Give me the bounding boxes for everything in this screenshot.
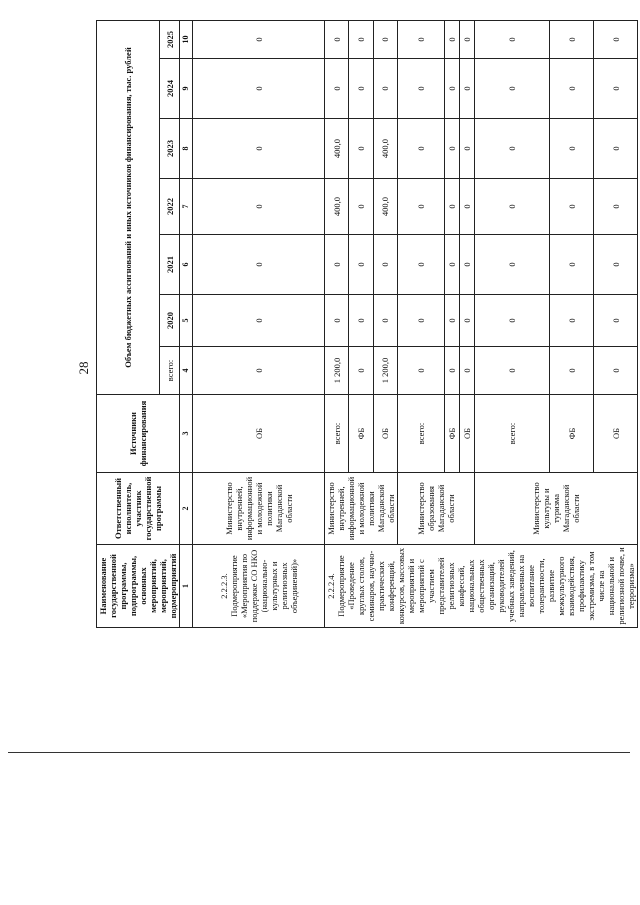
- value-total: 0: [474, 347, 550, 395]
- value-total: 0: [444, 347, 459, 395]
- col-number: 3: [180, 395, 193, 473]
- col-number: 6: [180, 235, 193, 295]
- item-source: ОБ: [459, 395, 474, 473]
- value-2024: 0: [474, 59, 550, 119]
- value-2023: 0: [550, 119, 594, 179]
- value-2021: 0: [349, 235, 373, 295]
- value-2023: 400,0: [373, 119, 397, 179]
- value-2025: 0: [444, 20, 459, 58]
- value-2022: 0: [398, 179, 445, 235]
- value-2024: 0: [459, 59, 474, 119]
- value-2024: 0: [550, 59, 594, 119]
- header-total: всего:: [160, 347, 180, 395]
- value-2020: 0: [444, 295, 459, 347]
- value-2025: 0: [325, 20, 349, 58]
- item-source: ОБ: [594, 395, 638, 473]
- value-2024: 0: [349, 59, 373, 119]
- header-name: Наименование государственной программы, подпрограммы, основных мероприятий, мероприятий, подмероприятий: [97, 545, 180, 628]
- header-year-2020: 2020: [160, 295, 180, 347]
- value-total: 1 200,0: [325, 347, 349, 395]
- value-2024: 0: [444, 59, 459, 119]
- header-source: Источники финансирования: [97, 395, 180, 473]
- col-number: 2: [180, 473, 193, 545]
- value-2020: 0: [459, 295, 474, 347]
- value-total: 0: [398, 347, 445, 395]
- col-number: 4: [180, 347, 193, 395]
- value-2022: 0: [594, 179, 638, 235]
- value-total: 0: [193, 347, 325, 395]
- value-2022: 0: [349, 179, 373, 235]
- value-2020: 0: [550, 295, 594, 347]
- value-2025: 0: [349, 20, 373, 58]
- value-2023: 0: [398, 119, 445, 179]
- col-number: 9: [180, 59, 193, 119]
- item-source: всего:: [325, 395, 349, 473]
- value-2023: 0: [459, 119, 474, 179]
- value-2023: 0: [594, 119, 638, 179]
- value-2025: 0: [373, 20, 397, 58]
- value-total: 0: [550, 347, 594, 395]
- value-2020: 0: [373, 295, 397, 347]
- value-2023: 0: [193, 119, 325, 179]
- item-source: ФБ: [349, 395, 373, 473]
- header-executor: Ответственный исполнитель, участник государственной программы: [97, 473, 180, 545]
- value-2024: 0: [373, 59, 397, 119]
- value-2021: 0: [459, 235, 474, 295]
- value-2024: 0: [193, 59, 325, 119]
- col-number: 1: [180, 545, 193, 628]
- value-2021: 0: [398, 235, 445, 295]
- value-2022: 0: [550, 179, 594, 235]
- item-source: всего:: [398, 395, 445, 473]
- page-divider-line: [8, 752, 630, 753]
- value-2020: 0: [193, 295, 325, 347]
- value-2025: 0: [474, 20, 550, 58]
- item-name: 2.2.2.3. Подмероприятие «Мероприятия по поддержке СО НКО (национально-культурных и религиозных объединений)»: [193, 545, 325, 628]
- header-year-2021: 2021: [160, 235, 180, 295]
- value-2020: 0: [594, 295, 638, 347]
- item-executor: Министерство внутренней, информационной и молодежной политики Магаданской области: [193, 473, 325, 545]
- col-number: 10: [180, 20, 193, 58]
- value-2021: 0: [474, 235, 550, 295]
- financing-table: [96, 20, 638, 628]
- rotated-table-area: [96, 21, 636, 628]
- header-year-2024: 2024: [160, 59, 180, 119]
- value-2025: 0: [193, 20, 325, 58]
- header-year-2023: 2023: [160, 119, 180, 179]
- value-2024: 0: [594, 59, 638, 119]
- item-executor: Министерство внутренней, информационной и молодежной политики Магаданской области: [325, 473, 398, 545]
- item-source: ОБ: [373, 395, 397, 473]
- item-source: ФБ: [444, 395, 459, 473]
- value-2021: 0: [444, 235, 459, 295]
- page-number: 28: [76, 361, 91, 375]
- value-2020: 0: [349, 295, 373, 347]
- value-2022: 0: [444, 179, 459, 235]
- header-volume: Объем бюджетных ассигнований и иных источников финансирования, тыс. рублей: [97, 20, 160, 394]
- item-name: 2.2.2.4. Подмероприятие «Проведение круглых столов, семинаров, научно-практических конференций, конкурсов, массовых мероприятий и мероприятий с участием представителей религиозных конфессий, национальных общественных организаций, руководителей учебных заведений, направленных на воспитание толерантности, развитие межкультурного взаимодействия, профилактику экстремизма, в том числе на национальной и религиозной почве, и терроризма»: [325, 545, 638, 628]
- value-2020: 0: [398, 295, 445, 347]
- value-2022: 400,0: [325, 179, 349, 235]
- value-2021: 0: [550, 235, 594, 295]
- header-year-2025: 2025: [160, 20, 180, 58]
- value-2023: 0: [349, 119, 373, 179]
- item-executor: Министерство образования Магаданской области: [398, 473, 475, 545]
- value-2020: 0: [474, 295, 550, 347]
- value-2021: 0: [325, 235, 349, 295]
- value-total: 0: [349, 347, 373, 395]
- item-source: ФБ: [550, 395, 594, 473]
- item-source: ОБ: [193, 395, 325, 473]
- value-2023: 0: [444, 119, 459, 179]
- item-executor: Министерство культуры и туризма Магаданской области: [474, 473, 638, 545]
- value-2025: 0: [594, 20, 638, 58]
- col-number: 5: [180, 295, 193, 347]
- value-total: 0: [594, 347, 638, 395]
- header-year-2022: 2022: [160, 179, 180, 235]
- value-2024: 0: [398, 59, 445, 119]
- value-2023: 0: [474, 119, 550, 179]
- value-2021: 0: [373, 235, 397, 295]
- value-2025: 0: [550, 20, 594, 58]
- value-2021: 0: [193, 235, 325, 295]
- col-number: 7: [180, 179, 193, 235]
- col-number: 8: [180, 119, 193, 179]
- value-2023: 400,0: [325, 119, 349, 179]
- value-2025: 0: [459, 20, 474, 58]
- value-2021: 0: [594, 235, 638, 295]
- value-2022: 0: [474, 179, 550, 235]
- value-total: 0: [459, 347, 474, 395]
- value-total: 1 200,0: [373, 347, 397, 395]
- value-2022: 0: [459, 179, 474, 235]
- value-2022: 400,0: [373, 179, 397, 235]
- value-2022: 0: [193, 179, 325, 235]
- rotated-content: [96, 21, 636, 628]
- value-2025: 0: [398, 20, 445, 58]
- value-2024: 0: [325, 59, 349, 119]
- item-source: всего:: [474, 395, 550, 473]
- value-2020: 0: [325, 295, 349, 347]
